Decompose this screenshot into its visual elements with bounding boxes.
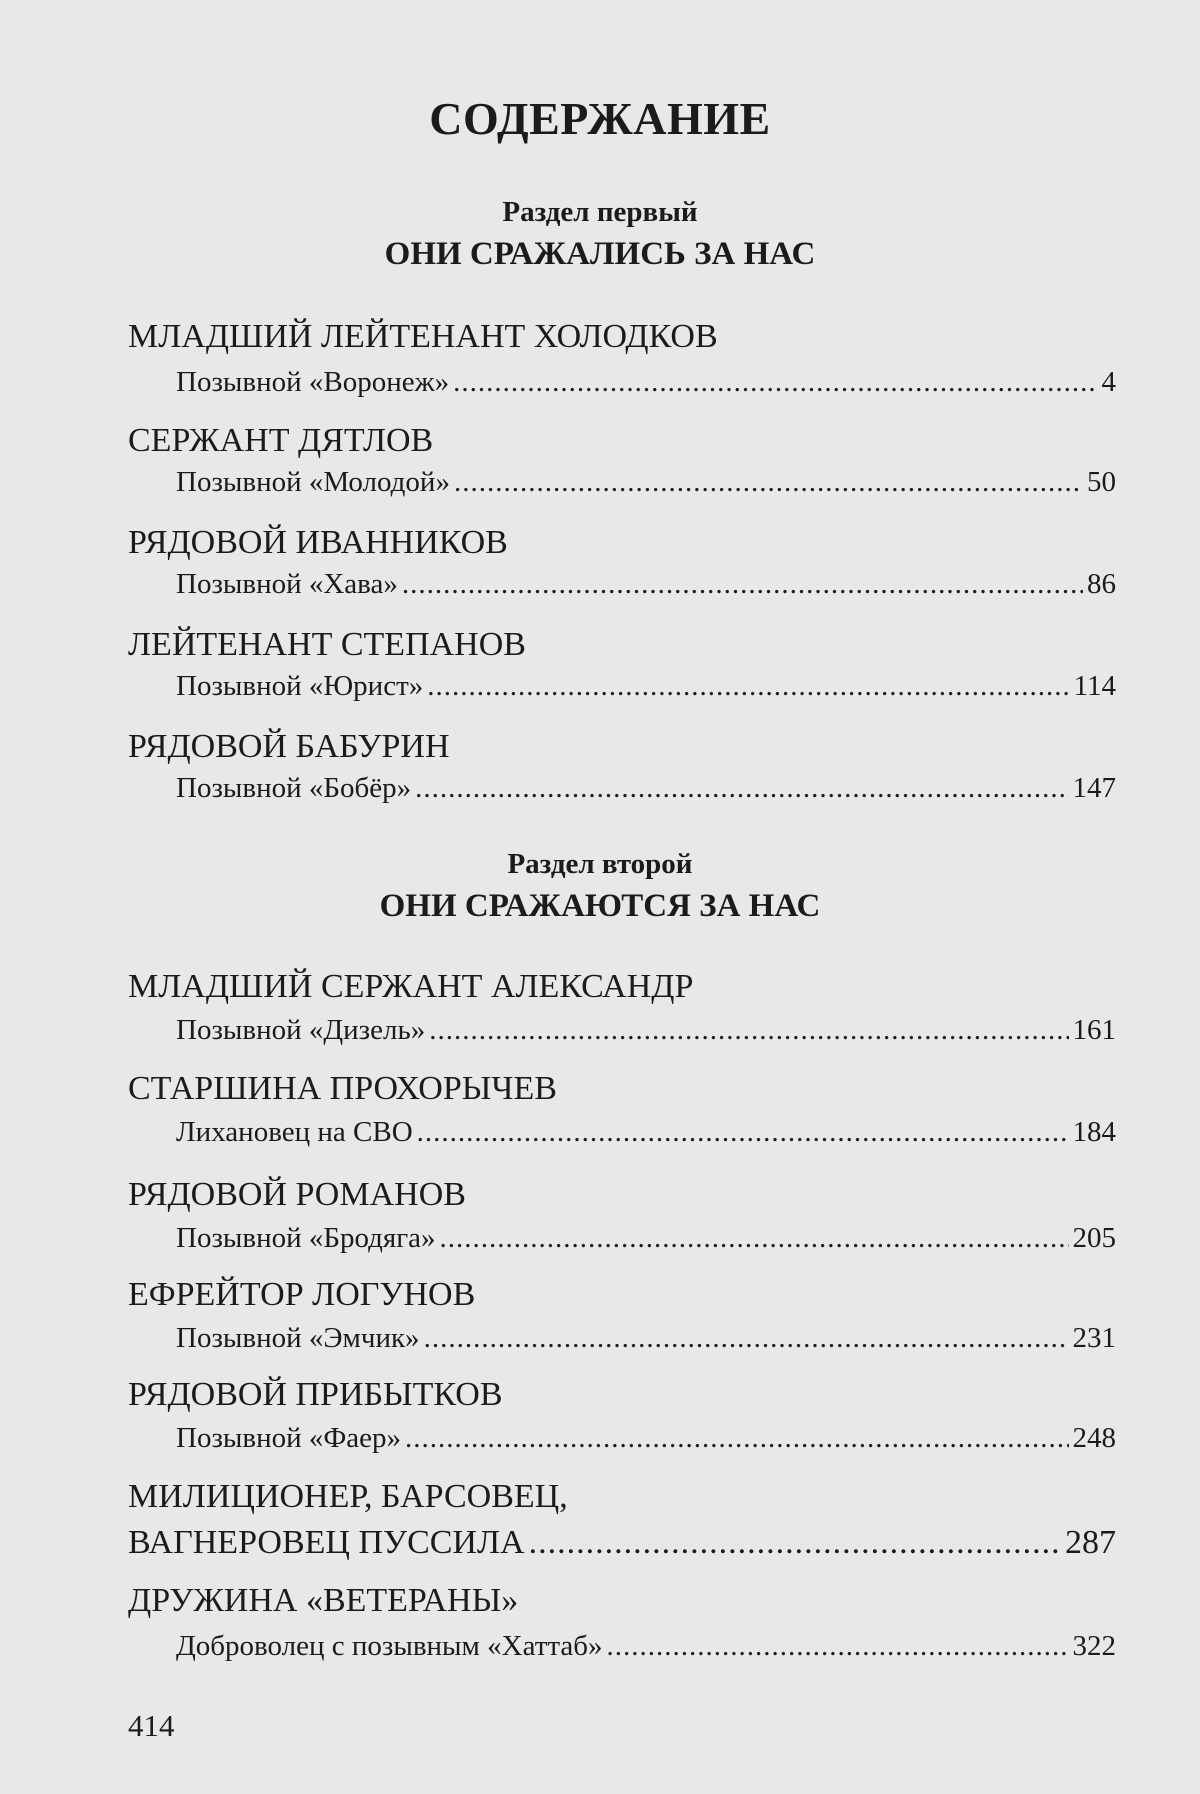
toc-heading: МЛАДШИЙ СЕРЖАНТ АЛЕКСАНДР [128,968,694,1005]
toc-page-number: 147 [1072,772,1116,804]
toc-entry-title: Позывной «Молодой» [176,466,450,498]
toc-entry-title: Позывной «Эмчик» [176,1322,420,1354]
toc-page-number: 184 [1072,1116,1116,1148]
toc-entry-title: Доброволец с позывным «Хаттаб» [176,1630,603,1662]
section-2-subtitle: Раздел второй [507,848,693,880]
toc-page-number: 322 [1072,1630,1116,1662]
dot-leader [415,772,1068,805]
dot-leader [402,568,1083,601]
toc-page-number: 4 [1101,366,1116,398]
toc-page-number: 86 [1087,568,1116,600]
dot-leader [454,466,1083,499]
toc-entry[interactable] [176,772,1116,805]
dot-leader [424,1322,1069,1355]
toc-entry[interactable] [176,1116,1116,1149]
page-title: СОДЕРЖАНИЕ [429,93,771,144]
section-1-name: ОНИ СРАЖАЛИСЬ ЗА НАС [384,236,816,272]
toc-heading: СТАРШИНА ПРОХОРЫЧЕВ [128,1070,557,1107]
toc-entry-title: Позывной «Фаер» [176,1422,402,1454]
dot-leader [453,366,1097,399]
toc-page-number: 205 [1072,1222,1116,1254]
toc-entry-title: Позывной «Хава» [176,568,398,600]
toc-heading: ЕФРЕЙТОР ЛОГУНОВ [128,1276,476,1313]
toc-entry[interactable] [176,1630,1116,1663]
toc-page-number: 50 [1087,466,1116,498]
toc-entry[interactable] [176,366,1116,399]
dot-leader [427,670,1069,703]
toc-entry[interactable] [128,1524,1116,1562]
toc-entry-title: Позывной «Воронеж» [176,366,450,398]
toc-entry[interactable] [176,568,1116,601]
toc-heading: РЯДОВОЙ ПРИБЫТКОВ [128,1376,503,1413]
toc-page-number: 114 [1073,670,1116,702]
toc-entry[interactable] [176,1222,1116,1255]
toc-entry[interactable] [176,1322,1116,1355]
toc-heading: МЛАДШИЙ ЛЕЙТЕНАНТ ХОЛОДКОВ [128,318,718,355]
toc-page-number: 248 [1072,1422,1116,1454]
toc-entry[interactable] [176,466,1116,499]
toc-heading: РЯДОВОЙ ИВАННИКОВ [128,524,508,561]
dot-leader [429,1014,1068,1047]
dot-leader [405,1422,1068,1455]
toc-entry-title: Лихановец на СВО [176,1116,413,1148]
dot-leader [440,1222,1069,1255]
dot-leader [607,1630,1069,1663]
toc-heading: МИЛИЦИОНЕР, БАРСОВЕЦ, [128,1478,568,1515]
toc-heading: СЕРЖАНТ ДЯТЛОВ [128,422,434,459]
toc-heading: РЯДОВОЙ РОМАНОВ [128,1176,466,1213]
toc-entry-title: Позывной «Бродяга» [176,1222,436,1254]
toc-heading: ДРУЖИНА «ВЕТЕРАНЫ» [128,1582,519,1619]
toc-heading: РЯДОВОЙ БАБУРИН [128,728,450,765]
toc-entry-title: ВАГНЕРОВЕЦ ПУССИЛА [128,1524,525,1561]
toc-entry[interactable] [176,670,1116,703]
dot-leader [417,1116,1069,1149]
toc-page-number: 287 [1065,1524,1116,1561]
section-2-name: ОНИ СРАЖАЮТСЯ ЗА НАС [379,888,821,924]
toc-entry-title: Позывной «Юрист» [176,670,424,702]
toc-page-number: 161 [1072,1014,1116,1046]
toc-entry-title: Позывной «Бобёр» [176,772,412,804]
toc-heading: ЛЕЙТЕНАНТ СТЕПАНОВ [128,626,526,663]
toc-entry[interactable] [176,1014,1116,1047]
toc-page-number: 231 [1072,1322,1116,1354]
dot-leader [529,1524,1061,1562]
page-folio: 414 [128,1708,175,1743]
toc-entry[interactable] [176,1422,1116,1455]
toc-entry-title: Позывной «Дизель» [176,1014,426,1046]
section-1-subtitle: Раздел первый [502,196,698,228]
